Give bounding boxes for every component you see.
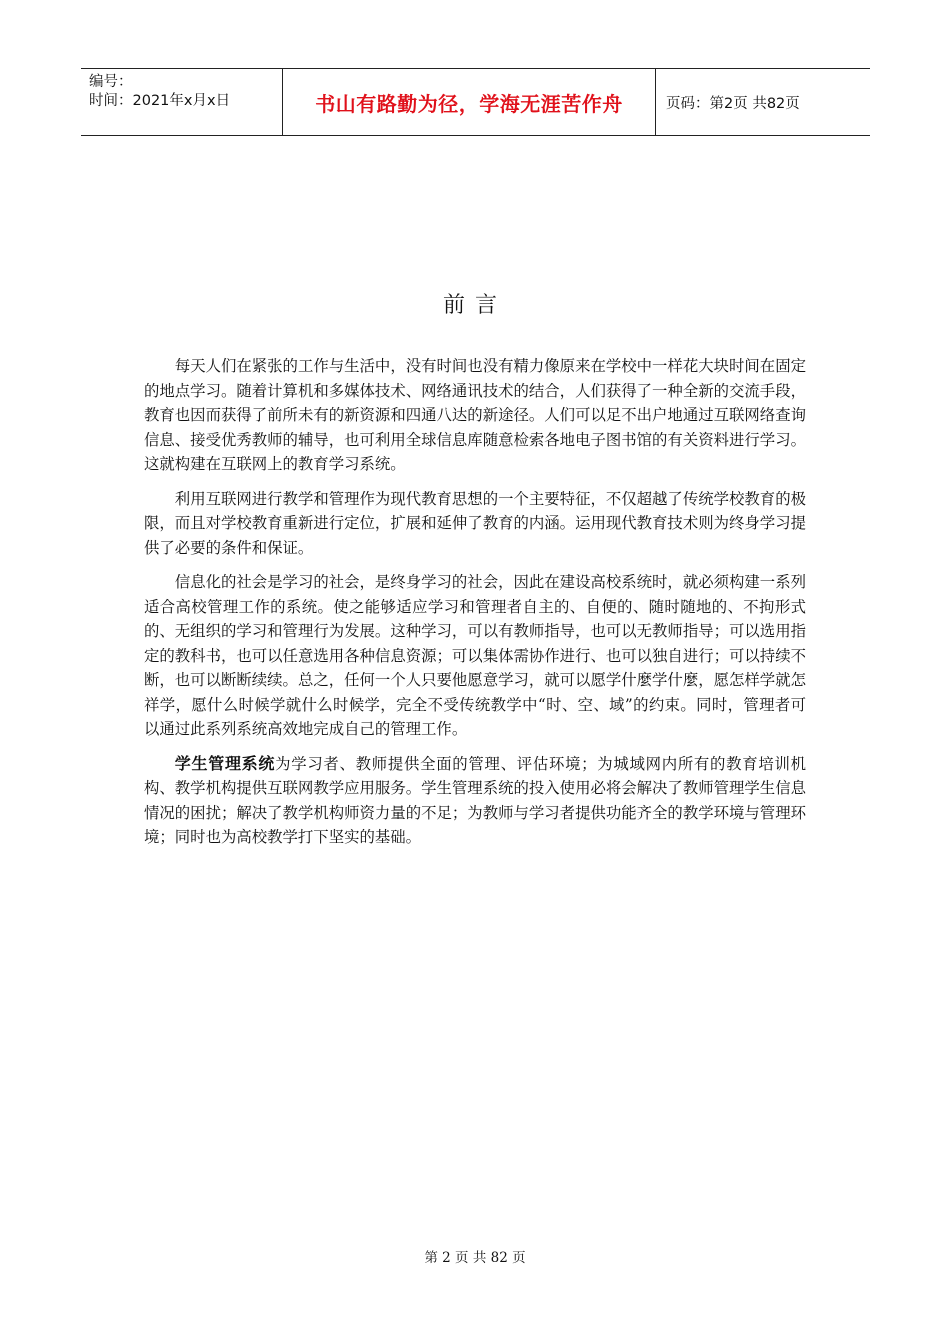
document-body — [144, 354, 806, 860]
page-title: 前言 — [442, 293, 507, 318]
header-page-info — [656, 69, 870, 135]
paragraph-2: 利用互联网进行教学和管理作为现代教育思想的一个主要特征，不仅超越了传统学校教育的极限，而且对学校教育重新进行定位，扩展和延伸了教育的内涵。运用现代教育技术则为终身学习提供了必要的条件和保证。 — [144, 489, 806, 557]
number-label: 编号： — [89, 74, 133, 90]
paragraph-4 — [144, 752, 806, 850]
motto-text: 书山有路勤为径，学海无涯苦作舟 — [315, 91, 623, 116]
paragraph-1: 每天人们在紧张的工作与生活中，没有时间也没有精力像原来在学校中一样花大块时间在固定的地点学习。随着计算机和多媒体技术、网络通讯技术的结合，人们获得了一种全新的交流手段，教育也因而获得了前所未有的新资源和四通八达的新途径。人们可以足不出户地通过互联网络查询信息、接受优秀教师的辅导，也可利用全球信息库随意检索各地电子图书馆的有关资料进行学习。这就构建在互联网上的教育学习系统。 — [144, 357, 806, 473]
system-name-highlight: 学生管理系统 — [174, 753, 276, 773]
document-header — [81, 68, 870, 136]
header-motto-cell — [283, 69, 656, 135]
page-footer: 第 2 页 共 82 页 — [424, 1250, 526, 1266]
paragraph-3: 信息化的社会是学习的社会，是终身学习的社会，因此在建设高校系统时，就必须构建一系列适合高校管理工作的系统。使之能够适应学习和管理者自主的、自便的、随时随地的、不拘形式的、无组织的学习和管理行为发展。这种学习，可以有教师指导，也可以无教师指导；可以选用指定的教科书，也可以任意选用各种信息资源；可以集体需协作进行、也可以独自进行；可以持续不断，也可以断断续续。总之，任何一个人只要他愿意学习，就可以愿学什麼学什麼，愿怎样学就怎祥学，愿什么时候学就什么时候学，完全不受传统教学中“时、空、域”的约束。同时，管理者可以通过此系列系统高效地完成自己的管理工作。 — [144, 573, 806, 738]
header-meta — [81, 69, 283, 135]
time-label: 时间：2021年x月x日 — [89, 93, 231, 109]
page-info-text: 页码：第2页 共82页 — [666, 95, 800, 112]
paragraph-4-text: 为学习者、教师提供全面的管理、评估环境；为城域网内所有的教育培训机构、教学机构提供互联网教学应用服务。学生管理系统的投入使用必将会解决了教师管理学生信息情况的困扰；解决了教学机构师资力量的不足；为教师与学习者提供功能齐全的教学环境与管理环境；同时也为高校教学打下坚实的基础。 — [144, 754, 806, 846]
